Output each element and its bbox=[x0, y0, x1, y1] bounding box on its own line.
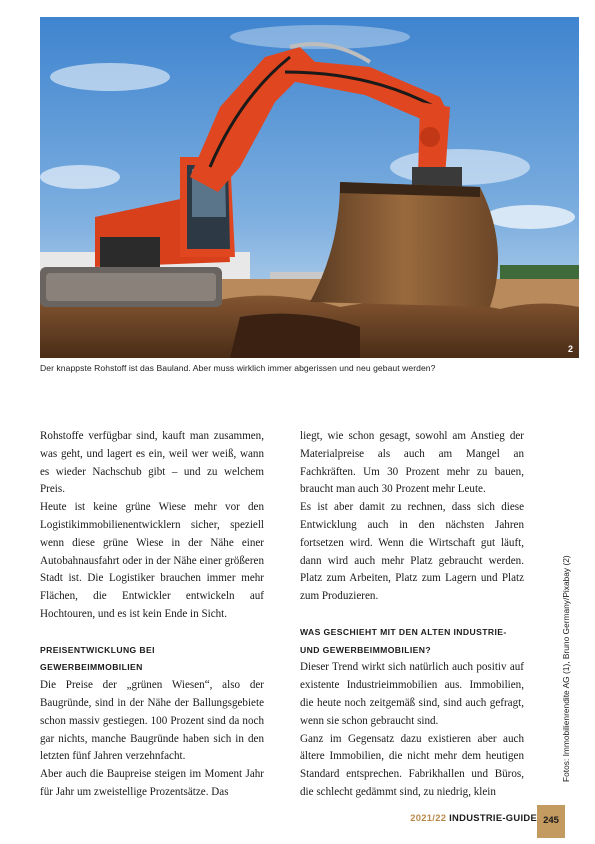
subheading-line: PREISENTWICKLUNG BEI bbox=[40, 644, 155, 655]
footer bbox=[410, 812, 537, 823]
photo-number: 2 bbox=[567, 344, 573, 354]
paragraph: Dieser Trend wirkt sich natürlich auch positiv auf existente Industrieimmobilien aus. Immobilien, die heute noch zeitgemäß sind, sind auch gefragt, wenn sie schon gebraucht sind. bbox=[300, 661, 524, 727]
footer-guide-title: INDUSTRIE-GUIDE bbox=[449, 812, 537, 823]
paragraph: Aber auch die Baupreise steigen im Moment Jahr für Jahr um zweistellige Prozentsätze. Das bbox=[40, 768, 264, 798]
paragraph: Die Preise der „grünen Wiesen“, also der Baugründe, sind in der Nähe der Ballungsgebiete schon massiv gestiegen. 100 Prozent sind da noch gar nichts, manche Baugründe haben sich in den letzten fünf Jahren verzehnfacht. bbox=[40, 679, 264, 763]
paragraph: Rohstoffe verfügbar sind, kauft man zusammen, was geht, und lagert es ein, weil wer weiß, wann es wieder Nachschub gibt – und zu welchem Preis. bbox=[40, 430, 264, 496]
photo-caption: Der knappste Rohstoff ist das Bauland. Aber muss wirklich immer abgerissen und neu gebaut werden? bbox=[40, 363, 436, 373]
excavator-illustration bbox=[40, 17, 579, 358]
subheading-line: WAS GESCHIEHT MIT DEN ALTEN INDUSTRIE- bbox=[300, 626, 507, 637]
paragraph: Ganz im Gegensatz dazu existieren aber auch ältere Immobilien, die nicht mehr dem heutigen Standard entsprechen. Fabrikhallen und Büros, die schlecht gedämmt sind, zu niedrig, klein bbox=[300, 732, 524, 798]
subheading-line: UND GEWERBEIMMOBILIEN? bbox=[300, 644, 432, 655]
right-column bbox=[300, 428, 524, 802]
paragraph: Es ist aber damit zu rechnen, dass sich diese Entwicklung auch in den nächsten Jahren fortsetzen wird. Wenn die Wirtschaft gut läuft, dann wird auch mehr Platz gebraucht werden. Platz zum Arbeiten, Platz zum Lagern und Platz zum Produzieren. bbox=[300, 501, 524, 603]
footer-year: 2021/22 bbox=[410, 812, 447, 823]
paragraph: Heute ist keine grüne Wiese mehr vor den Logistikimmobilienentwicklern sicher, speziell wenn diese grüne Wiese in der Nähe einer Autobahnausfahrt oder in der Nähe einer größeren Stadt ist. Die Logistiker brauchen immer mehr Flächen, die Entwickler entwickeln auf Hochtouren, und es ist kein Ende in Sicht. bbox=[40, 501, 264, 620]
subheading bbox=[300, 624, 524, 660]
page-number: 245 bbox=[537, 805, 565, 838]
left-column bbox=[40, 428, 264, 802]
excavator-photo bbox=[40, 17, 579, 358]
paragraph: liegt, wie schon gesagt, sowohl am Anstieg der Materialpreise als auch am Mangel an Fachkräften. Um 30 Prozent mehr zu bauen, braucht man auch 30 Prozent mehr Leute. bbox=[300, 430, 524, 496]
subheading bbox=[40, 642, 264, 678]
photo-credit: Fotos: Immobilienrendite AG (1), Bruno Germany/Pixabay (2) bbox=[561, 555, 571, 782]
subheading-line: GEWERBEIMMOBILIEN bbox=[40, 662, 143, 673]
